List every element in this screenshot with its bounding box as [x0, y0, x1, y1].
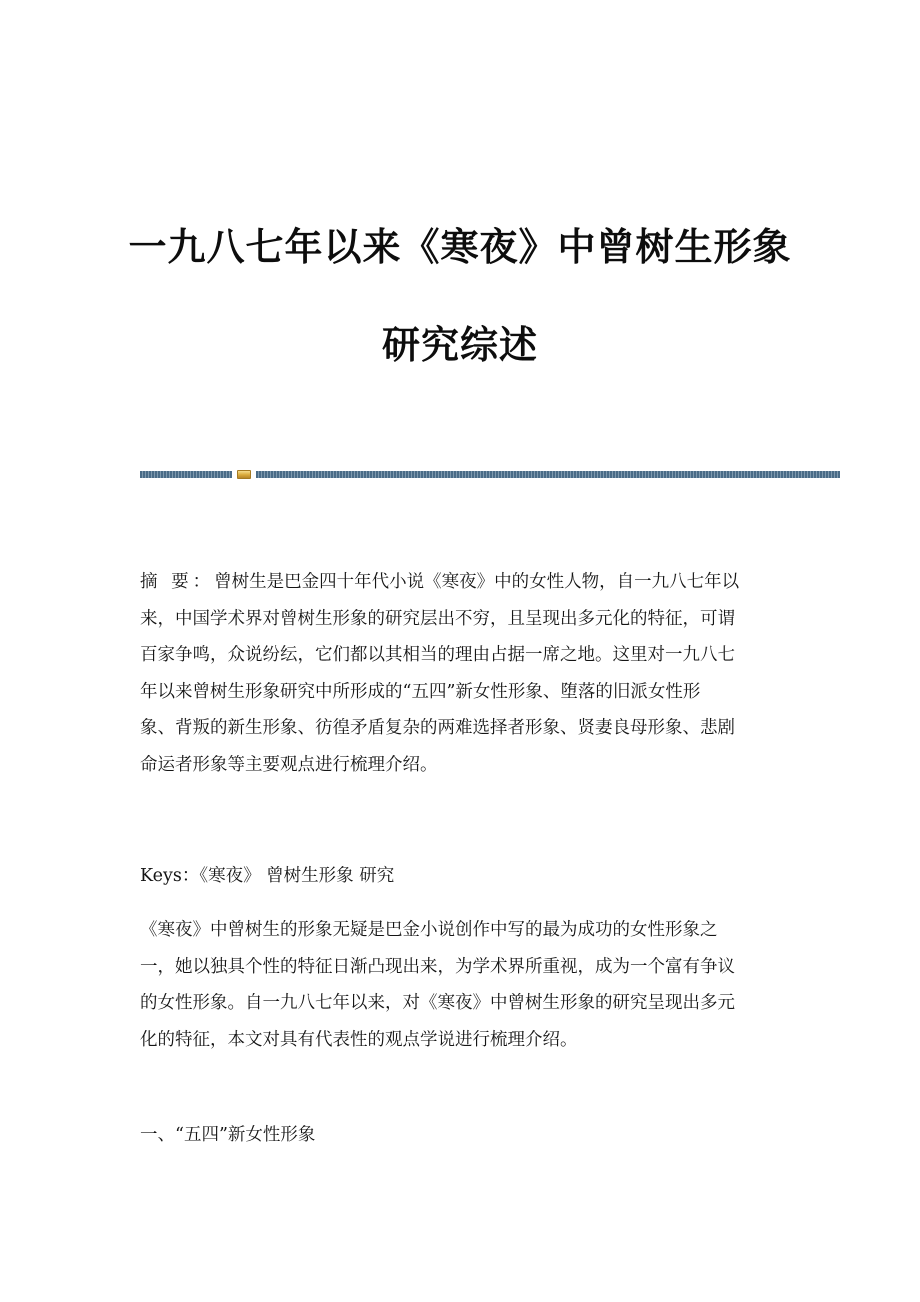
abstract-line: 象、背叛的新生形象、彷徨矛盾复杂的两难选择者形象、贤妻良母形象、悲剧 — [140, 718, 735, 738]
intro-line: 《寒夜》中曾树生的形象无疑是巴金小说创作中写的最为成功的女性形象之 — [140, 920, 718, 940]
section-heading-text: 一、“五四”新女性形象 — [140, 1125, 316, 1145]
intro-line: 的女性形象。自一九八七年以来，对《寒夜》中曾树生形象的研究呈现出多元 — [140, 993, 735, 1013]
abstract-line — [140, 564, 780, 601]
divider-ornament-icon — [237, 470, 251, 479]
intro-line: 化的特征，本文对具有代表性的观点学说进行梳理介绍。 — [140, 1029, 578, 1050]
abstract-line: 来，中国学术界对曾树生形象的研究层出不穷，且呈现出多元化的特征，可谓 — [140, 608, 735, 629]
document-title-line-2: 研究综述 — [381, 323, 538, 367]
keywords-label: Keys： — [140, 866, 200, 886]
divider-bar-right — [256, 471, 840, 478]
abstract-line-text: 曾树生是巴金四十年代小说《寒夜》中的女性人物，自一九八七年以 — [214, 572, 740, 592]
decorative-divider — [140, 470, 840, 479]
abstract-line: 百家争鸣，众说纷纭，它们都以其相当的理由占据一席之地。这里对一九八七 — [140, 645, 735, 665]
abstract-paragraph — [140, 564, 780, 783]
keywords-row — [140, 858, 780, 895]
keywords-line — [140, 858, 780, 895]
abstract-line: 命运者形象等主要观点进行梳理介绍。 — [140, 754, 438, 775]
keywords-values: 《寒夜》 曾树生形象 研究 — [199, 866, 395, 886]
section-heading — [140, 1117, 780, 1154]
document-title-line-1: 一九八七年以来《寒夜》中曾树生形象 — [128, 225, 792, 269]
divider-bar-left — [140, 471, 232, 478]
intro-paragraph — [140, 912, 780, 1058]
abstract-label: 摘 要： — [140, 572, 215, 592]
intro-line: 一，她以独具个性的特征日渐凸现出来，为学术界所重视，成为一个富有争议 — [140, 956, 735, 977]
abstract-line: 年以来曾树生形象研究中所形成的“五四”新女性形象、堕落的旧派女性形 — [140, 681, 701, 702]
